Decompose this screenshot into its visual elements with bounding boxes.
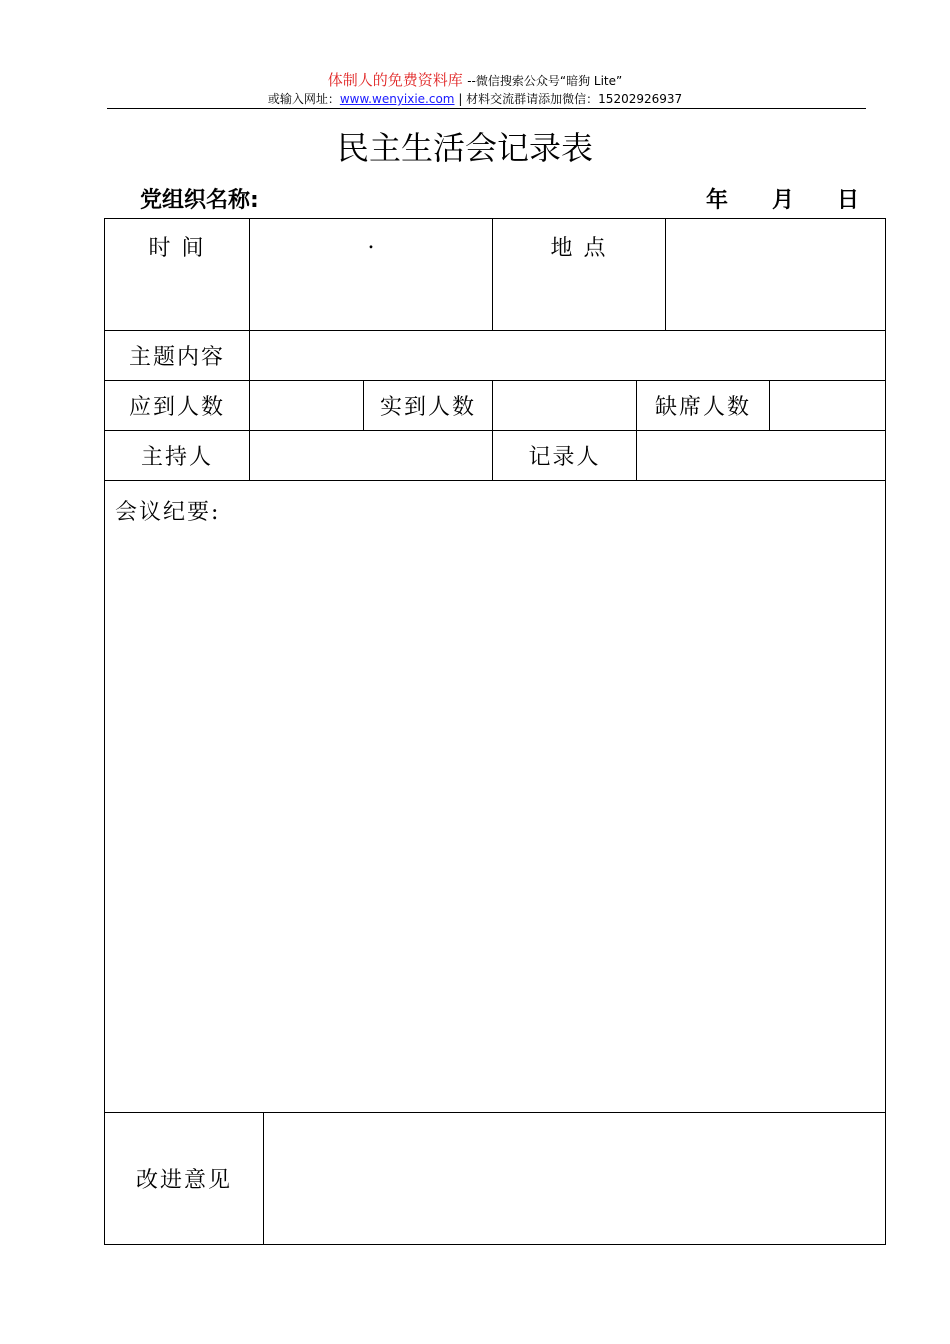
notes-row xyxy=(105,481,886,1113)
record-form-table xyxy=(104,218,886,1245)
actual-count-field[interactable] xyxy=(493,381,637,431)
header-url-link[interactable]: www.wenyixie.com xyxy=(339,92,455,106)
time-place-row xyxy=(105,219,886,331)
topic-label: 主题内容 xyxy=(105,331,250,381)
time-field[interactable]: . xyxy=(250,219,493,331)
recorder-label: 记录人 xyxy=(493,431,637,481)
org-name-label: 党组织名称: xyxy=(140,188,259,213)
date-year-label: 年 xyxy=(706,188,729,213)
topic-field[interactable] xyxy=(250,331,886,381)
page-title: 民主生活会记录表 xyxy=(336,129,593,167)
header-wechat-hint: --微信搜索公众号“暗狗 Lite” xyxy=(467,74,623,88)
recorder-field[interactable] xyxy=(637,431,886,481)
topic-row xyxy=(105,331,886,381)
expected-count-field[interactable] xyxy=(250,381,364,431)
header-source-line xyxy=(0,70,950,91)
improvement-field[interactable] xyxy=(264,1113,886,1245)
meeting-notes-label: 会议纪要: xyxy=(115,500,221,525)
header-divider xyxy=(107,108,866,109)
host-field[interactable] xyxy=(250,431,493,481)
improvement-row xyxy=(105,1113,886,1245)
improvement-label: 改进意见 xyxy=(105,1113,264,1245)
host-label: 主持人 xyxy=(105,431,250,481)
place-label: 地 点 xyxy=(493,219,666,331)
date-day-label: 日 xyxy=(837,188,860,213)
host-recorder-row xyxy=(105,431,886,481)
attendance-row xyxy=(105,381,886,431)
expected-count-label: 应到人数 xyxy=(105,381,250,431)
header-contact: | 材料交流群请添加微信：15202926937 xyxy=(454,92,683,106)
place-field[interactable] xyxy=(666,219,886,331)
header-url-prefix: 或输入网址： xyxy=(267,92,340,106)
time-label: 时 间 xyxy=(105,219,250,331)
actual-count-label: 实到人数 xyxy=(364,381,493,431)
meeting-notes-area[interactable] xyxy=(105,481,886,1113)
date-month-label: 月 xyxy=(772,188,795,213)
absent-count-field[interactable] xyxy=(770,381,886,431)
header-contact-line xyxy=(0,90,950,108)
absent-count-label: 缺席人数 xyxy=(637,381,770,431)
header-brand: 体制人的免费资料库 xyxy=(327,71,463,89)
